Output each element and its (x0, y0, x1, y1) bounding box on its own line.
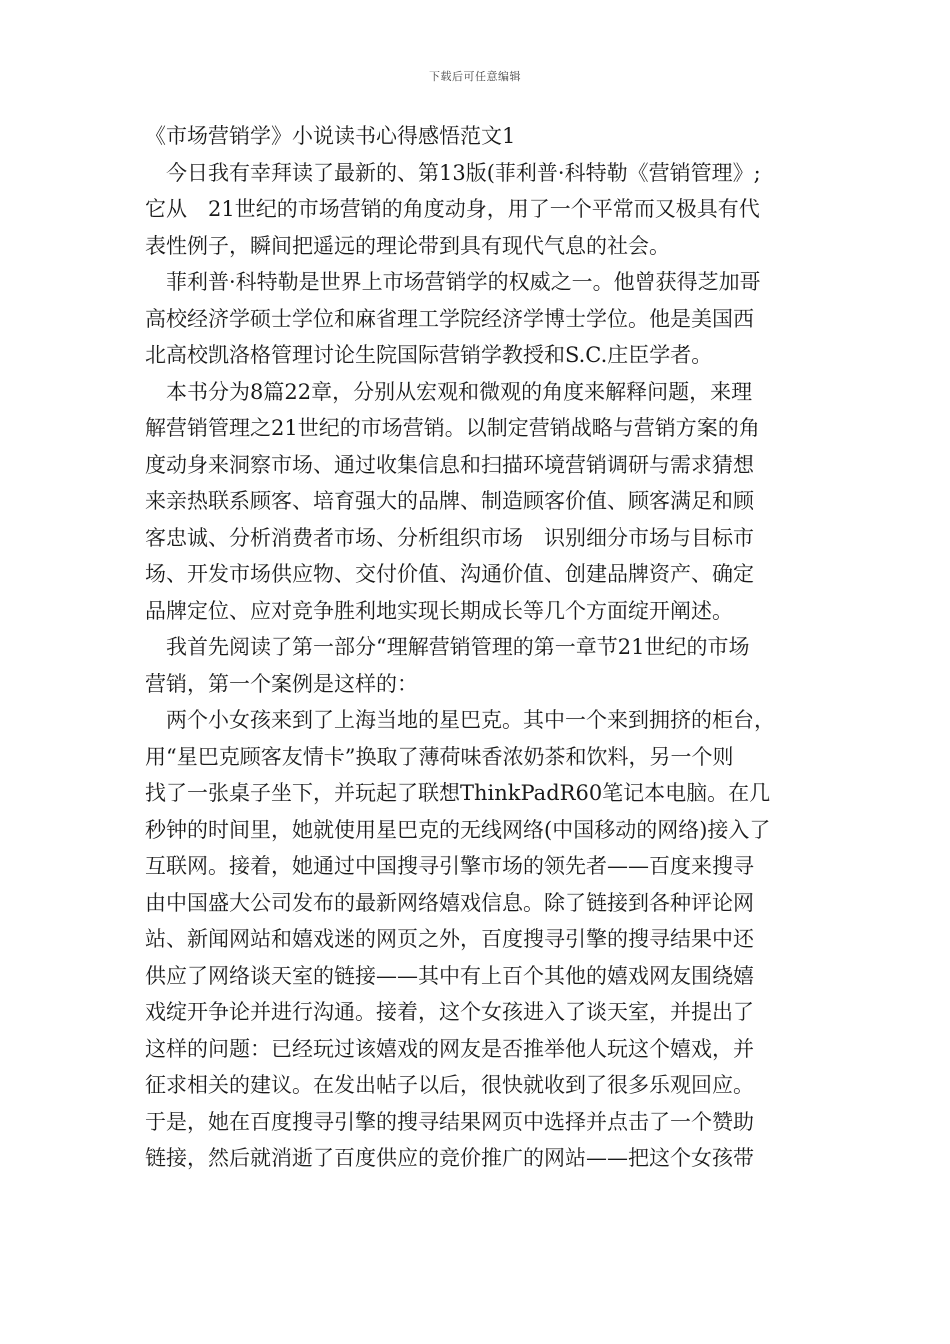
paragraph-line: 北高校凯洛格管理讨论生院国际营销学教授和S.C.庄臣学者。 (145, 343, 713, 367)
paragraph-line: 客忠诚、分析消费者市场、分析组织市场 识别细分市场与目标市 (145, 525, 754, 550)
paragraph-line: 两个小女孩来到了上海当地的星巴克。其中一个来到拥挤的柜台， (166, 708, 775, 732)
document-body (145, 118, 810, 1177)
paragraph-line: 表性例子，瞬间把遥远的理论带到具有现代气息的社会。 (145, 233, 670, 258)
paragraph-line: 它从 21世纪的市场营销的角度动身，用了一个平常而又极具有代 (145, 197, 760, 221)
paragraph-3 (145, 374, 810, 630)
paragraph-line: 用“星巴克顾客友情卡”换取了薄荷味香浓奶茶和饮料，另一个则 (145, 744, 734, 769)
paragraph-line: 品牌定位、应对竞争胜利地实现长期成长等几个方面绽开阐述。 (145, 598, 733, 623)
document-title: 《市场营销学》小说读书心得感悟范文1 (145, 124, 516, 148)
paragraph-4 (145, 629, 810, 702)
paragraph-line: 链接，然后就消逝了百度供应的竞价推广的网站——把这个女孩带 (145, 1146, 754, 1170)
paragraph-line: 这样的问题：已经玩过该嬉戏的网友是否推举他人玩这个嬉戏，并 (145, 1036, 754, 1061)
paragraph-line: 解营销管理之21世纪的市场营销。以制定营销战略与营销方案的角 (145, 416, 760, 440)
paragraph-line: 秒钟的时间里，她就使用星巴克的无线网络(中国移动的网络)接入了 (145, 817, 771, 842)
paragraph-line: 本书分为8篇22章，分别从宏观和微观的角度来解释问题，来理 (166, 379, 753, 404)
paragraph-line: 互联网。接着，她通过中国搜寻引擎市场的领先者——百度来搜寻 (145, 854, 754, 878)
paragraph-5 (145, 702, 810, 1177)
paragraph-line: 菲利普·科特勒是世界上市场营销学的权威之一。他曾获得芝加哥 (166, 270, 761, 294)
paragraph-line: 于是，她在百度搜寻引擎的搜寻结果网页中选择并点击了一个赞助 (145, 1109, 754, 1134)
paragraph-line: 营销，第一个案例是这样的： (145, 671, 418, 696)
paragraph-2 (145, 264, 810, 374)
paragraph-line: 由中国盛大公司发布的最新网络嬉戏信息。除了链接到各种评论网 (145, 890, 754, 915)
paragraph-line: 戏绽开争论并进行沟通。接着，这个女孩进入了谈天室，并提出了 (145, 1000, 754, 1024)
paragraph-line: 供应了网络谈天室的链接——其中有上百个其他的嬉戏网友围绕嬉 (145, 963, 754, 988)
page-header: 下载后可任意编辑 (429, 70, 521, 83)
paragraph-line: 征求相关的建议。在发出帖子以后，很快就收到了很多乐观回应。 (145, 1073, 754, 1097)
paragraph-line: 站、新闻网站和嬉戏迷的网页之外，百度搜寻引擎的搜寻结果中还 (145, 927, 754, 951)
paragraph-line: 场、开发市场供应物、交付价值、沟通价值、创建品牌资产、确定 (145, 562, 754, 586)
paragraph-1 (145, 155, 810, 265)
paragraph-line: 来亲热联系顾客、培育强大的品牌、制造顾客价值、顾客满足和顾 (145, 489, 754, 513)
paragraph-line: 我首先阅读了第一部分“理解营销管理的第一章节21世纪的市场 (166, 635, 750, 659)
paragraph-line: 今日我有幸拜读了最新的、第13版(菲利普·科特勒《营销管理》; (166, 160, 761, 185)
paragraph-line: 度动身来洞察市场、通过收集信息和扫描环境营销调研与需求猜想 (145, 452, 754, 477)
paragraph-line: 高校经济学硕士学位和麻省理工学院经济学博士学位。他是美国西 (145, 306, 754, 331)
paragraph-line: 找了一张桌子坐下，并玩起了联想ThinkPadR60笔记本电脑。在几 (145, 781, 771, 805)
